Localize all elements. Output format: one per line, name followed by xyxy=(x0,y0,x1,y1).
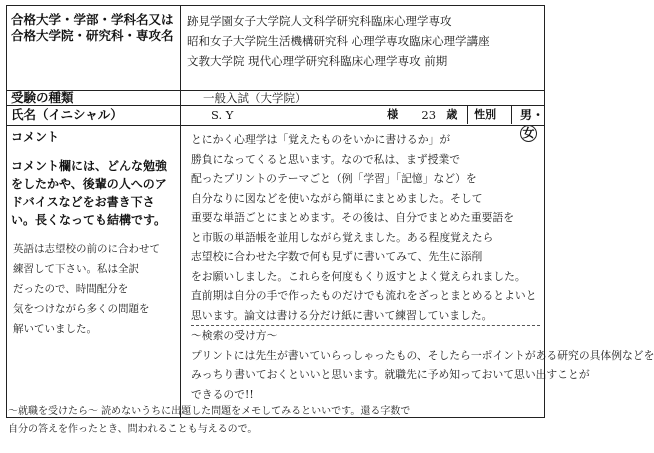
sex-option-male[interactable]: 男 xyxy=(519,108,532,122)
comment-description: コメント欄には、どんな勉強をしたかや、後輩の人へのアドバイスなどをお書き下さい。長くなっても結構です。 xyxy=(11,159,168,227)
comment-line: 自分なりに図などを使いながら簡単にまとめました。そして xyxy=(191,191,483,205)
footer-note xyxy=(8,403,544,439)
exam-type-row xyxy=(7,91,545,106)
comment-line: 英語は志望校の前のに合わせて xyxy=(13,243,160,255)
school-line: 文教大学院 現代心理学研究科臨床心理学専攻 前期 xyxy=(187,54,448,68)
comment-line: 気をつけながら多くの問題を xyxy=(13,303,150,315)
sex-option-female-circled[interactable]: 女 xyxy=(520,125,537,142)
comment-line: 直前期は自分の手で作ったものだけでも流れをざっとまとめるとよいと xyxy=(191,289,537,302)
comment-english-advice xyxy=(7,229,180,339)
school-label-line: 合格大学・学部・学科名又は xyxy=(11,12,174,27)
comment-heading: コメント xyxy=(11,130,60,144)
school-line: 昭和女子大学院生活機構研究科 心理学専攻臨床心理学講座 xyxy=(187,34,490,48)
comment-line: 重要な単語ごとにまとめます。その後は、自分でまとめた重要語を xyxy=(191,211,515,224)
school-row xyxy=(7,6,545,91)
comment-label-cell xyxy=(7,126,181,418)
footer-line: 自分の答えを作ったとき、問われることも与えるので。 xyxy=(8,424,258,435)
age-value[interactable]: 23 xyxy=(421,108,437,122)
school-lines xyxy=(181,6,544,71)
school-field[interactable] xyxy=(181,6,545,91)
comment-line: 練習して下さい。私は全訳 xyxy=(13,263,139,275)
sex-options[interactable] xyxy=(512,106,544,140)
age-unit: 歳 xyxy=(446,108,458,121)
school-line: 跡見学園女子大学院人文科学研究科臨床心理学専攻 xyxy=(187,14,452,28)
comment-line: をお願いしました。これらを何度もくり返すとよく覚えられました。 xyxy=(191,269,526,283)
survey-form xyxy=(6,5,654,418)
school-label-text xyxy=(11,12,180,44)
comment-line: 思います。論文は書ける分だけ紙に書いて練習していました。 xyxy=(191,308,493,322)
comment-line: だったので、時間配分を xyxy=(13,283,129,295)
comment-row xyxy=(7,126,545,418)
comment-line: 配ったプリントのテーマごと（例「学習」「記憶」など）を xyxy=(191,172,477,185)
comment-line: とにかく心理学は「覚えたものをいかに書けるか」が xyxy=(191,133,451,146)
comment-subheading: 〜検索の受け方〜 xyxy=(191,329,278,342)
comment-line: できるので!! xyxy=(191,387,254,401)
comment-main-text xyxy=(181,126,654,404)
comment-line: みっちり書いておくといいと思います。就職先に予め知っておいて思い出すことが xyxy=(191,368,590,381)
comment-field[interactable] xyxy=(181,126,654,418)
sex-label: 性別 xyxy=(467,106,512,124)
school-label xyxy=(7,6,181,91)
comment-line: と市販の単語帳を並用しながら覚えました。ある程度覚えたら xyxy=(191,230,494,244)
exam-type-label: 受験の種類 xyxy=(7,91,181,106)
comment-line: プリントには先生が書いていらっしゃったもの、そしたら一ポイントがある研究の具体例などを xyxy=(191,348,654,362)
name-row xyxy=(7,106,545,126)
exam-type-value: 一般入試（大学院） xyxy=(203,91,307,105)
name-suffix: 様 xyxy=(387,108,399,121)
exam-type-field[interactable] xyxy=(181,91,545,106)
sex-separator: ・ xyxy=(531,108,544,122)
footer-line: 〜就職を受けたら〜 読めないうちに出題した問題をメモしてみるといいです。還る字数で xyxy=(8,406,411,417)
school-label-line: 合格大学院・研究科・専攻名 xyxy=(11,28,174,43)
name-value[interactable]: S. Y xyxy=(211,108,234,122)
comment-line: 勝負になってくると思います。なので私は、まず授業で xyxy=(191,152,461,166)
comment-line: 解いていました。 xyxy=(13,323,97,335)
name-label: 氏名（イニシャル） xyxy=(7,106,181,126)
comment-line: 志望校に合わせた字数で何も見ずに書いてみて、先生に添削 xyxy=(191,250,483,263)
